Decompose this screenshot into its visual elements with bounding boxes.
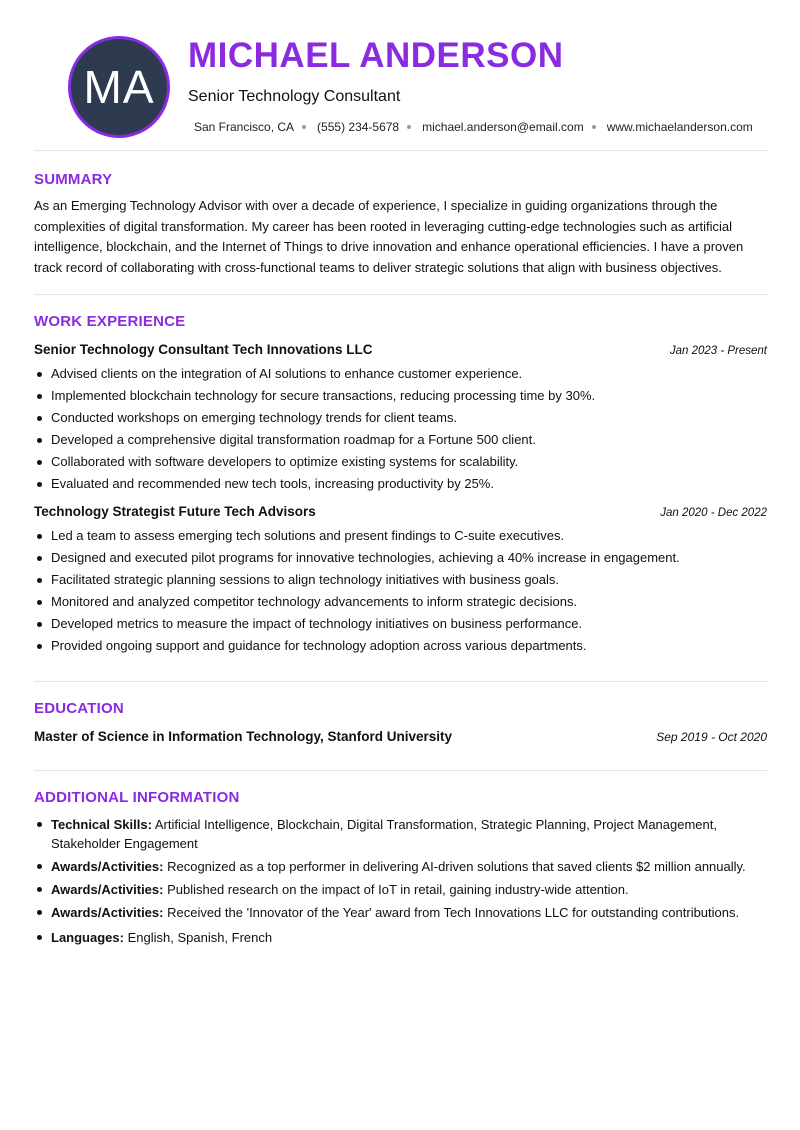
candidate-title: Senior Technology Consultant <box>188 88 401 105</box>
avatar <box>68 36 170 138</box>
list-item: Implemented blockchain technology for secure transactions, reducing processing time by 30%. <box>34 385 767 407</box>
job-bullets <box>34 363 767 495</box>
list-item <box>34 903 767 922</box>
item-label: Awards/Activities: <box>51 905 164 920</box>
item-label: Languages: <box>51 930 124 945</box>
candidate-name: MICHAEL ANDERSON <box>188 36 564 75</box>
list-item <box>34 857 767 876</box>
list-item: Designed and executed pilot programs for innovative technologies, achieving a 40% increase in engagement. <box>34 547 767 569</box>
experience-section <box>34 295 767 681</box>
avatar-initials: MA <box>83 61 155 113</box>
list-item: Led a team to assess emerging tech solutions and present findings to C-suite executives. <box>34 525 767 547</box>
separator-dot <box>302 125 306 129</box>
item-text: English, Spanish, French <box>127 930 273 945</box>
summary-text: As an Emerging Technology Advisor with over a decade of experience, I specialize in guiding organizations through the complexities of digital transformation. My career has been rooted in leveraging cutting-edge technologies such as artificial intelligence, blockchain, and the Internet of Things to drive innovation and enhance operational efficiencies. I have a proven track record of collaborating with cross-functional teams to deliver strategic solutions that align with business objectives. <box>34 198 744 275</box>
job-role: Technology Strategist Future Tech Advisors <box>34 504 316 519</box>
item-label: Awards/Activities: <box>51 882 164 897</box>
list-item: Collaborated with software developers to optimize existing systems for scalability. <box>34 451 767 473</box>
additional-list <box>34 815 767 947</box>
job-entry <box>34 342 767 495</box>
job-role: Senior Technology Consultant Tech Innovations LLC <box>34 342 373 357</box>
separator-dot <box>592 125 596 129</box>
item-text: Published research on the impact of IoT in retail, gaining industry-wide attention. <box>167 882 629 897</box>
job-dates: Jan 2020 - Dec 2022 <box>660 507 767 519</box>
contact-website: www.michaelanderson.com <box>606 120 753 134</box>
degree-title: Master of Science in Information Technology, Stanford University <box>34 729 453 744</box>
education-section <box>34 682 767 770</box>
list-item: Provided ongoing support and guidance for technology adoption across various departments. <box>34 635 767 657</box>
separator-dot <box>407 125 411 129</box>
job-entry <box>34 504 767 657</box>
list-item <box>34 880 767 899</box>
education-heading: EDUCATION <box>34 700 124 717</box>
list-item: Evaluated and recommended new tech tools, increasing productivity by 25%. <box>34 473 767 495</box>
education-entry <box>34 729 767 744</box>
job-dates: Jan 2023 - Present <box>669 345 767 357</box>
education-dates: Sep 2019 - Oct 2020 <box>656 730 767 744</box>
contact-phone: (555) 234-5678 <box>317 120 400 134</box>
list-item: Facilitated strategic planning sessions to align technology initiatives with business goals. <box>34 569 767 591</box>
experience-heading: WORK EXPERIENCE <box>34 313 186 330</box>
list-item <box>34 928 767 947</box>
list-item: Developed metrics to measure the impact of technology initiatives on business performance. <box>34 613 767 635</box>
job-header <box>34 504 767 519</box>
list-item: Developed a comprehensive digital transformation roadmap for a Fortune 500 client. <box>34 429 767 451</box>
item-label: Awards/Activities: <box>51 859 164 874</box>
list-item <box>34 815 767 853</box>
contact-bar <box>194 120 753 134</box>
list-item: Advised clients on the integration of AI solutions to enhance customer experience. <box>34 363 767 385</box>
summary-section <box>34 151 767 294</box>
item-label: Technical Skills: <box>51 817 152 832</box>
additional-heading: ADDITIONAL INFORMATION <box>34 789 240 806</box>
contact-location: San Francisco, CA <box>194 120 295 134</box>
item-text: Artificial Intelligence, Blockchain, Digital Transformation, Strategic Planning, Project Management, Stakeholder Engagement <box>51 817 717 851</box>
item-text: Recognized as a top performer in delivering AI-driven solutions that saved clients $2 million annually. <box>167 859 746 874</box>
list-item: Conducted workshops on emerging technology trends for client teams. <box>34 407 767 429</box>
resume-header <box>34 0 767 150</box>
summary-heading: SUMMARY <box>34 171 113 188</box>
contact-email: michael.anderson@email.com <box>422 120 584 134</box>
job-bullets <box>34 525 767 657</box>
list-item: Monitored and analyzed competitor technology advancements to inform strategic decisions. <box>34 591 767 613</box>
job-header <box>34 342 767 357</box>
item-text: Received the 'Innovator of the Year' award from Tech Innovations LLC for outstanding contributions. <box>167 905 740 920</box>
additional-section <box>34 771 767 947</box>
